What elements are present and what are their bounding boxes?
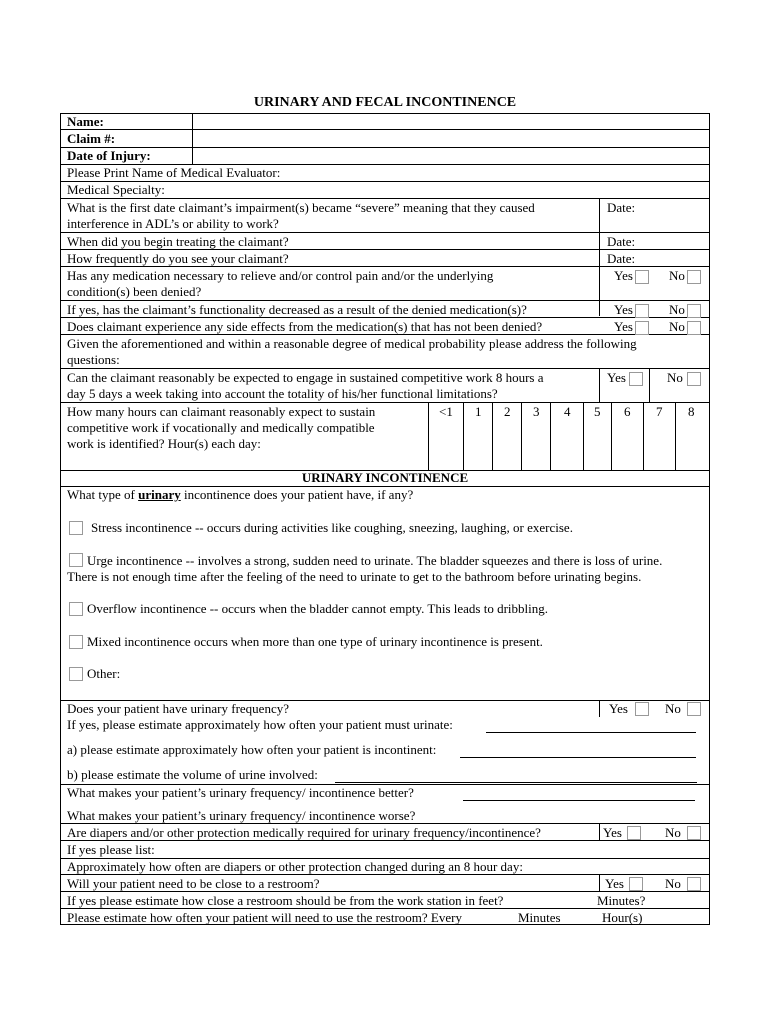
urinary-frequency-yes-label: Yes (609, 701, 628, 716)
better-question: What makes your patient’s urinary frequency/ incontinence better? (67, 785, 414, 800)
diapers-no-label: No (665, 825, 681, 840)
worse-line[interactable] (438, 823, 696, 824)
col-divider (463, 402, 464, 470)
overflow-option: Overflow incontinence -- occurs when the bladder cannot empty. This leads to dribbling. (87, 601, 549, 616)
side-effects-no-label: No (669, 319, 685, 334)
sustained-work-question: Can the claimant reasonably be expected to engage in sustained competitive work 8 hours a (67, 370, 544, 385)
sustained-yes-checkbox[interactable] (629, 372, 643, 386)
page-title: URINARY AND FECAL INCONTINENCE (253, 95, 517, 110)
row-divider (61, 368, 709, 369)
col-divider (583, 402, 584, 470)
col-divider (492, 402, 493, 470)
hours-label: Hour(s) (602, 910, 643, 925)
evaluator-label: Please Print Name of Medical Evaluator: (67, 165, 281, 180)
side-effects-yes-label: Yes (614, 319, 633, 334)
incontinent-estimate-question: a) please estimate approximately how often your patient is incontinent: (67, 742, 437, 757)
col-divider (521, 402, 522, 470)
severe-question: What is the first date claimant’s impairment(s) became “severe” meaning that they caused (67, 200, 535, 215)
hours-option[interactable]: 6 (624, 404, 631, 419)
given-statement-cont: questions: (67, 352, 120, 367)
injury-date-label: Date of Injury: (67, 148, 151, 163)
restroom-yes-checkbox[interactable] (629, 877, 643, 891)
side-effects-yes-checkbox[interactable] (635, 321, 649, 335)
treating-question: When did you begin treating the claimant? (67, 234, 289, 249)
stress-checkbox[interactable] (69, 521, 83, 535)
urinate-estimate-question: If yes, please estimate approximately how often your patient must urinate: (67, 717, 453, 732)
medication-denied-no-label: No (669, 268, 685, 283)
hours-question-cont2: work is identified? Hour(s) each day: (67, 436, 261, 451)
diapers-question: Are diapers and/or other protection medically required for urinary frequency/incontinence? (67, 825, 541, 840)
frequency-question: How frequently do you see your claimant? (67, 251, 289, 266)
minutes-question-label: Minutes? (597, 893, 646, 908)
urinary-heading: URINARY INCONTINENCE (301, 470, 469, 485)
sustained-yes-label: Yes (607, 370, 626, 385)
col-divider (599, 823, 600, 840)
functionality-yes-checkbox[interactable] (635, 304, 649, 318)
other-checkbox[interactable] (69, 667, 83, 681)
urinary-frequency-question: Does your patient have urinary frequency? (67, 701, 289, 716)
col-divider (643, 402, 644, 470)
col-divider (192, 114, 193, 164)
incontinence-form (60, 113, 710, 925)
hours-question: How many hours can claimant reasonably expect to sustain (67, 404, 376, 419)
frequency-date-label: Date: (607, 251, 636, 266)
restroom-distance-question: If yes please estimate how close a restroom should be from the work station in feet? (67, 893, 504, 908)
hours-option[interactable]: 1 (475, 404, 482, 419)
hours-option[interactable]: 3 (533, 404, 540, 419)
diapers-yes-label: Yes (603, 825, 622, 840)
hours-option[interactable]: 2 (504, 404, 511, 419)
overflow-checkbox[interactable] (69, 602, 83, 616)
restroom-no-checkbox[interactable] (687, 877, 701, 891)
other-option: Other: (87, 666, 121, 681)
severe-date-label: Date: (607, 200, 636, 215)
functionality-no-checkbox[interactable] (687, 304, 701, 318)
medication-denied-yes-label: Yes (614, 268, 633, 283)
col-divider (675, 402, 676, 470)
restroom-yes-label: Yes (605, 876, 624, 891)
worse-question: What makes your patient’s urinary frequency/ incontinence worse? (67, 808, 416, 823)
medication-denied-yes-checkbox[interactable] (635, 270, 649, 284)
row-divider (61, 232, 709, 233)
medication-denied-no-checkbox[interactable] (687, 270, 701, 284)
urinary-type-question: What type of urinary incontinence does your patient have, if any? (67, 487, 414, 502)
urinary-frequency-no-checkbox[interactable] (687, 702, 701, 716)
hours-option[interactable]: <1 (439, 404, 453, 419)
restroom-question: Will your patient need to be close to a restroom? (67, 876, 320, 891)
claim-label: Claim #: (67, 131, 116, 146)
functionality-yes-label: Yes (614, 302, 633, 317)
col-divider (428, 402, 429, 470)
row-divider (61, 129, 709, 130)
urge-checkbox[interactable] (69, 553, 83, 567)
restroom-no-label: No (665, 876, 681, 891)
medication-denied-question: Has any medication necessary to relieve and/or control pain and/or the underlying (67, 268, 494, 283)
diapers-changed-question: Approximately how often are diapers or other protection changed during an 8 hour day: (67, 859, 523, 874)
stress-option: Stress incontinence -- occurs during activities like coughing, sneezing, laughing, or exercise. (91, 520, 573, 535)
sustained-work-question-cont: day 5 days a week taking into account the totality of his/her functional limitations? (67, 386, 498, 401)
severe-question-cont: interference in ADL’s or ability to work? (67, 216, 279, 231)
mixed-checkbox[interactable] (69, 635, 83, 649)
col-divider (599, 874, 600, 891)
restroom-frequency-question: Please estimate how often your patient will need to use the restroom? Every (67, 910, 462, 925)
specialty-label: Medical Specialty: (67, 182, 165, 197)
hours-question-cont: competitive work if vocationally and medically compatible (67, 420, 375, 435)
col-divider (599, 198, 600, 316)
col-divider (550, 402, 551, 470)
col-divider (599, 700, 600, 717)
col-divider (611, 402, 612, 470)
minutes-label: Minutes (518, 910, 561, 925)
hours-option[interactable]: 8 (688, 404, 695, 419)
diapers-no-checkbox[interactable] (687, 826, 701, 840)
hours-option[interactable]: 4 (564, 404, 571, 419)
row-divider (61, 300, 709, 301)
urge-option: Urge incontinence -- involves a strong, sudden need to urinate. The bladder squeezes and there is loss of urine. (87, 553, 663, 568)
side-effects-no-checkbox[interactable] (687, 321, 701, 335)
urinary-frequency-yes-checkbox[interactable] (635, 702, 649, 716)
urge-option-cont: There is not enough time after the feeling of the need to urinate to get to the bathroom before urinating begins. (67, 569, 642, 584)
urinary-frequency-no-label: No (665, 701, 681, 716)
diapers-yes-checkbox[interactable] (627, 826, 641, 840)
diapers-list-label: If yes please list: (67, 842, 155, 857)
treating-date-label: Date: (607, 234, 636, 249)
row-divider (61, 198, 709, 199)
functionality-question: If yes, has the claimant’s functionality decreased as a result of the denied medication(s)? (67, 302, 527, 317)
row-divider (61, 147, 709, 148)
given-statement: Given the aforementioned and within a reasonable degree of medical probability please address the following (67, 336, 637, 351)
name-label: Name: (67, 114, 104, 129)
hours-option[interactable]: 5 (594, 404, 601, 419)
incontinent-estimate-line[interactable] (460, 757, 696, 758)
mixed-option: Mixed incontinence occurs when more than one type of urinary incontinence is present. (87, 634, 543, 649)
sustained-no-checkbox[interactable] (687, 372, 701, 386)
urinate-estimate-line[interactable] (486, 732, 696, 733)
col-divider (599, 368, 600, 402)
hours-option[interactable]: 7 (656, 404, 663, 419)
functionality-no-label: No (669, 302, 685, 317)
side-effects-question: Does claimant experience any side effects from the medication(s) that has not been denied? (67, 319, 543, 334)
col-divider (649, 368, 650, 402)
volume-estimate-line[interactable] (335, 782, 697, 783)
better-line[interactable] (463, 800, 695, 801)
medication-denied-question-cont: condition(s) been denied? (67, 284, 202, 299)
volume-estimate-question: b) please estimate the volume of urine involved: (67, 767, 318, 782)
sustained-no-label: No (667, 370, 683, 385)
